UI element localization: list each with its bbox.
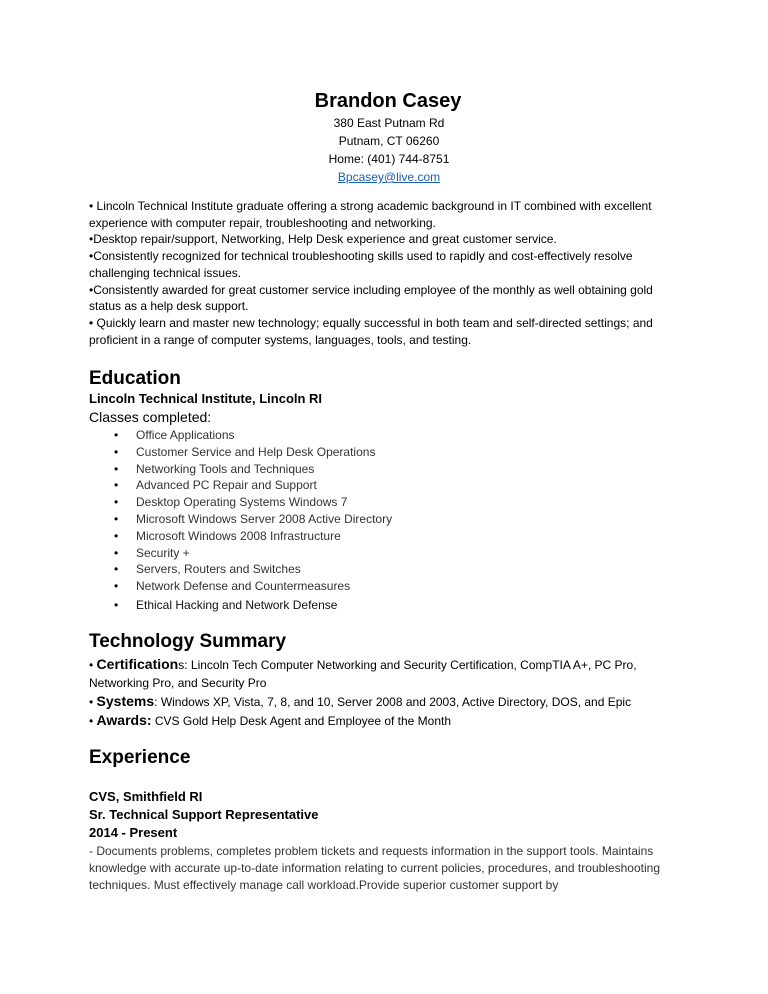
awards-line: • Awards: CVS Gold Help Desk Agent and Employee of the Month xyxy=(89,712,452,728)
list-item: • Security + xyxy=(112,545,392,562)
job-dates: 2014 - Present xyxy=(89,825,178,840)
systems-text: Windows XP, Vista, 7, 8, and 10, Server 2008 and 2003, Active Directory, DOS, and Epic xyxy=(157,695,632,709)
awards-text: CVS Gold Help Desk Agent and Employee of the Month xyxy=(151,714,452,728)
list-item: • Networking Tools and Techniques xyxy=(112,461,392,478)
list-item: • Office Applications xyxy=(112,427,392,444)
certifications-colon: s: xyxy=(178,658,188,672)
candidate-name: Brandon Casey xyxy=(314,90,462,112)
list-item: • Ethical Hacking and Network Defense xyxy=(112,597,392,614)
summary-section xyxy=(89,198,679,348)
education-heading: Education xyxy=(89,368,181,389)
list-item: • Customer Service and Help Desk Operations xyxy=(112,444,392,461)
job-description xyxy=(89,843,689,894)
experience-heading: Experience xyxy=(89,747,191,768)
phone-number: Home: (401) 744-8751 xyxy=(328,152,450,166)
classes-list xyxy=(112,427,392,614)
certifications-line: • Certifications: Lincoln Tech Computer Networking and Security Certification, CompTIA A+, PC Pro, Networking Pro, and Security Pro xyxy=(89,656,637,690)
list-item: • Servers, Routers and Switches xyxy=(112,561,392,578)
summary-item: •Consistently recognized for technical troubleshooting skills used to rapidly and cost-effectively resolve challenging technical issues. xyxy=(89,249,633,280)
systems-line: • Systems: Windows XP, Vista, 7, 8, and 10, Server 2008 and 2003, Active Directory, DOS, and Epic xyxy=(89,693,632,709)
list-item: • Microsoft Windows 2008 Infrastructure xyxy=(112,528,392,545)
technology-heading: Technology Summary xyxy=(89,631,287,652)
certifications-text: Lincoln Tech Computer Networking and Security Certification, CompTIA A+, PC Pro, Networking Pro, and Security Pro xyxy=(89,658,637,690)
systems-colon: : xyxy=(154,695,158,709)
summary-item: • Quickly learn and master new technology; equally successful in both team and self-directed settings; and proficient in a range of computer systems, languages, tools, and testing. xyxy=(89,315,653,347)
awards-label: Awards: xyxy=(96,712,152,728)
classes-label: Classes completed: xyxy=(89,409,212,425)
certifications-label: Certification xyxy=(96,656,179,672)
company-name: CVS, Smithfield RI xyxy=(89,789,203,804)
job-description-text: - Documents problems, completes problem tickets and requests information in the support tools. Maintains knowledge with accurate up-to-date information relating to current policies, procedures, and troubleshooting techniques. Must effectively manage call workload.Provide superior customer support by xyxy=(89,844,660,892)
list-item: • Microsoft Windows Server 2008 Active Directory xyxy=(112,511,392,528)
job-title: Sr. Technical Support Representative xyxy=(89,807,319,822)
list-item: • Desktop Operating Systems Windows 7 xyxy=(112,494,392,511)
summary-item: • Lincoln Technical Institute graduate offering a strong academic background in IT combined with excellent experience with computer repair, troubleshooting and networking. xyxy=(89,199,652,230)
summary-item: •Consistently awarded for great customer service including employee of the monthly as well obtaining gold status as a help desk support. xyxy=(89,282,653,314)
summary-item: •Desktop repair/support, Networking, Help Desk experience and great customer service. xyxy=(89,232,557,247)
contact-header xyxy=(0,88,768,186)
systems-label: Systems xyxy=(96,693,155,709)
address-line-2: Putnam, CT 06260 xyxy=(338,134,440,148)
school-name: Lincoln Technical Institute, Lincoln RI xyxy=(89,391,323,406)
job-header xyxy=(89,788,319,842)
address-line-1: 380 East Putnam Rd xyxy=(333,116,445,130)
list-item: • Advanced PC Repair and Support xyxy=(112,477,392,494)
list-item: • Network Defense and Countermeasures xyxy=(112,578,392,595)
email-link[interactable]: Bpcasey@live.com xyxy=(337,170,441,184)
technology-section xyxy=(89,655,689,730)
